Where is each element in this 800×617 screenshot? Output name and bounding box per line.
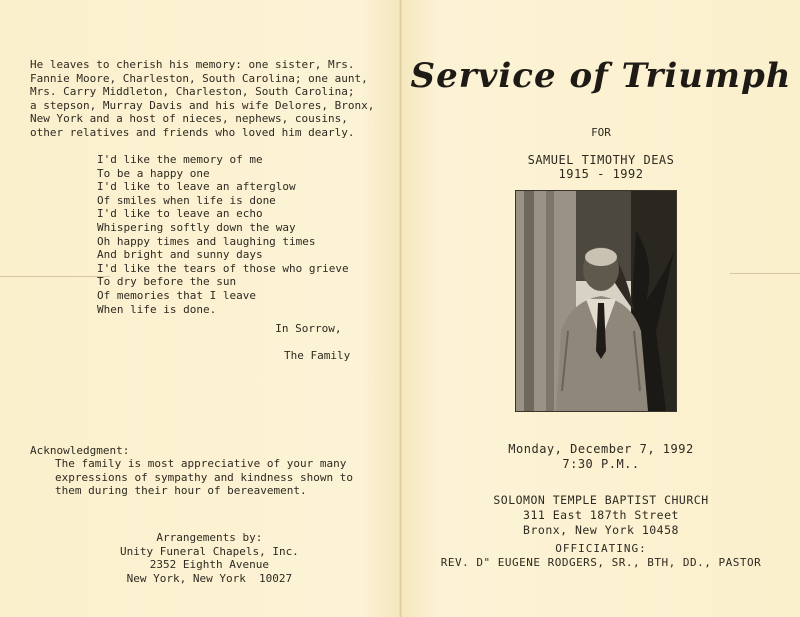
church-street: 311 East 187th Street (523, 508, 679, 522)
for-label: FOR (591, 126, 611, 139)
officiating-label: OFFICIATING: (555, 542, 647, 555)
family-signoff (262, 308, 350, 376)
poem-line: Of smiles when life is done (97, 193, 276, 207)
poem-line: I'd like the tears of those who grieve (97, 261, 349, 275)
poem-line: Whispering softly down the way (97, 220, 296, 234)
arrangements-block (120, 531, 299, 585)
arrangements-heading: Arrangements by: (156, 531, 263, 544)
poem-line: I'd like to leave an afterglow (97, 180, 296, 194)
poem-line: I'd like the memory of me (97, 153, 263, 166)
poem-line: To be a happy one (97, 166, 210, 180)
signoff-line-1: In Sorrow, (275, 321, 342, 335)
poem-line: Oh happy times and laughing times (97, 234, 316, 248)
poem-line: And bright and sunny days (97, 248, 263, 262)
signoff-line-2: The Family (284, 348, 351, 362)
service-time: 7:30 P.M.. (562, 457, 640, 471)
crease-left (0, 276, 110, 277)
arrangements-name: Unity Funeral Chapels, Inc. (120, 544, 299, 558)
poem-line: To dry before the sun (97, 275, 237, 289)
honoree-photo (515, 190, 677, 412)
memorial-poem (97, 153, 349, 316)
survivors-paragraph: He leaves to cherish his memory: one sister, Mrs. Fannie Moore, Charleston, South Carolina; one aunt, Mrs. Carry Middleton, Charleston, South Carolina; a stepson, Murray Davis and his wife Delores, Bronx, New York and a host of nieces, nephews, cousins, other relatives and friends who loved him dearly. (30, 58, 375, 139)
acknowledgment-text: The family is most appreciative of your many expressions of sympathy and kindness shown to them during their hour of bereavement. (55, 457, 354, 497)
acknowledgment-heading: Acknowledgment: (30, 444, 130, 457)
arrangements-city: New York, New York 10027 (126, 571, 293, 585)
church-name: SOLOMON TEMPLE BAPTIST CHURCH (493, 493, 709, 507)
program-title: Service of Triumph (410, 56, 792, 96)
arrangements-street: 2352 Eighth Avenue (149, 558, 270, 571)
church-city: Bronx, New York 10458 (523, 523, 679, 537)
crease-right (730, 273, 800, 274)
honoree-name: SAMUEL TIMOTHY DEAS (527, 153, 675, 167)
poem-line: Of memories that I leave (97, 288, 256, 302)
officiant-name: REV. D" EUGENE RODGERS, SR., BTH, DD., PASTOR (440, 556, 762, 569)
service-date: Monday, December 7, 1992 (508, 442, 694, 456)
poem-line: I'd like to leave an echo (97, 207, 263, 221)
honoree-years: 1915 - 1992 (558, 167, 644, 181)
poem-line: When life is done. (97, 302, 217, 316)
